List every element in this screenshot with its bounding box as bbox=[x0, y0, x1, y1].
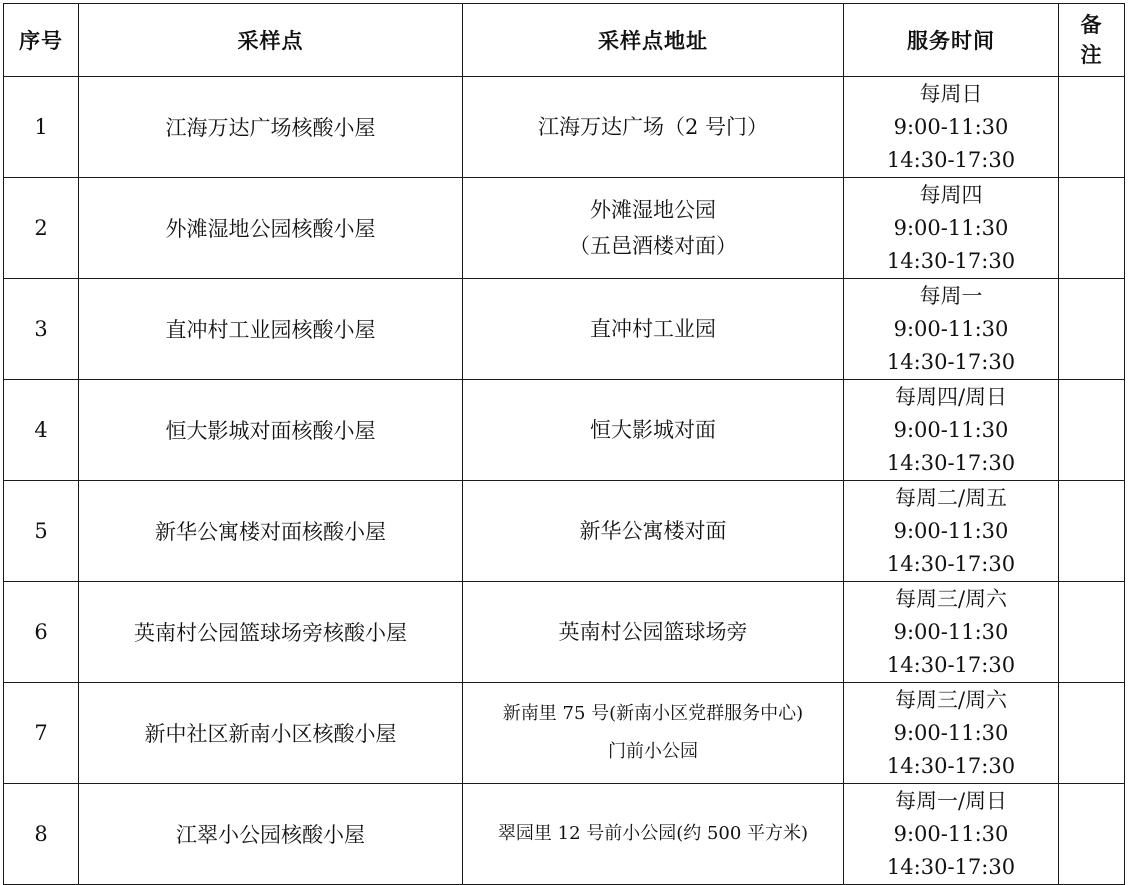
header-address: 采样点地址 bbox=[463, 4, 844, 77]
service-hours-am: 9:00-11:30 bbox=[893, 417, 1009, 442]
service-time bbox=[844, 77, 1059, 178]
table-row bbox=[4, 683, 1125, 784]
service-days: 每周日 bbox=[919, 81, 983, 106]
remark-cell bbox=[1059, 582, 1125, 683]
service-hours-am: 9:00-11:30 bbox=[893, 114, 1009, 139]
site-address bbox=[463, 582, 844, 683]
header-service-time: 服务时间 bbox=[844, 4, 1059, 77]
service-hours-am: 9:00-11:30 bbox=[893, 821, 1009, 846]
site-name: 新华公寓楼对面核酸小屋 bbox=[79, 481, 463, 582]
site-address bbox=[463, 481, 844, 582]
remark-cell bbox=[1059, 380, 1125, 481]
site-address bbox=[463, 683, 844, 784]
service-hours-pm: 14:30-17:30 bbox=[886, 652, 1016, 677]
table-row bbox=[4, 784, 1125, 885]
service-hours-pm: 14:30-17:30 bbox=[886, 450, 1016, 475]
service-time bbox=[844, 279, 1059, 380]
service-hours-pm: 14:30-17:30 bbox=[886, 753, 1016, 778]
service-time bbox=[844, 582, 1059, 683]
service-days: 每周四 bbox=[919, 182, 983, 207]
remark-cell bbox=[1059, 683, 1125, 784]
service-hours-am: 9:00-11:30 bbox=[893, 720, 1009, 745]
site-address bbox=[463, 380, 844, 481]
service-hours-pm: 14:30-17:30 bbox=[886, 248, 1016, 273]
row-number: 1 bbox=[4, 77, 79, 178]
table-row bbox=[4, 77, 1125, 178]
address-line-2: （五邑酒楼对面） bbox=[569, 234, 737, 258]
service-days: 每周二/周五 bbox=[894, 485, 1008, 510]
header-no: 序号 bbox=[4, 4, 79, 77]
table-row bbox=[4, 178, 1125, 279]
remark-cell bbox=[1059, 279, 1125, 380]
header-remark-line2: 注 bbox=[1080, 43, 1103, 67]
site-address bbox=[463, 77, 844, 178]
address-line: 江海万达广场（2 号门） bbox=[537, 115, 769, 139]
address-line: 外滩湿地公园 bbox=[590, 198, 716, 222]
row-number: 4 bbox=[4, 380, 79, 481]
header-row bbox=[4, 4, 1125, 77]
site-name: 外滩湿地公园核酸小屋 bbox=[79, 178, 463, 279]
row-number: 8 bbox=[4, 784, 79, 885]
address-line: 英南村公园篮球场旁 bbox=[558, 620, 748, 644]
table-row bbox=[4, 380, 1125, 481]
address-line: 新南里 75 号(新南小区党群服务中心) bbox=[502, 703, 804, 724]
site-name: 英南村公园篮球场旁核酸小屋 bbox=[79, 582, 463, 683]
site-name: 恒大影城对面核酸小屋 bbox=[79, 380, 463, 481]
service-hours-am: 9:00-11:30 bbox=[893, 316, 1009, 341]
site-address bbox=[463, 784, 844, 885]
service-hours-pm: 14:30-17:30 bbox=[886, 551, 1016, 576]
site-name: 新中社区新南小区核酸小屋 bbox=[79, 683, 463, 784]
header-remark bbox=[1059, 4, 1125, 77]
service-days: 每周四/周日 bbox=[894, 384, 1008, 409]
table-row bbox=[4, 279, 1125, 380]
site-address bbox=[463, 279, 844, 380]
service-hours-am: 9:00-11:30 bbox=[893, 518, 1009, 543]
service-days: 每周一 bbox=[919, 283, 983, 308]
service-time bbox=[844, 481, 1059, 582]
service-time bbox=[844, 178, 1059, 279]
remark-cell bbox=[1059, 77, 1125, 178]
address-line: 新华公寓楼对面 bbox=[579, 519, 727, 543]
row-number: 6 bbox=[4, 582, 79, 683]
remark-cell bbox=[1059, 784, 1125, 885]
row-number: 5 bbox=[4, 481, 79, 582]
service-time bbox=[844, 683, 1059, 784]
site-name: 直冲村工业园核酸小屋 bbox=[79, 279, 463, 380]
row-number: 7 bbox=[4, 683, 79, 784]
remark-cell bbox=[1059, 178, 1125, 279]
service-hours-pm: 14:30-17:30 bbox=[886, 349, 1016, 374]
address-line: 直冲村工业园 bbox=[590, 317, 716, 341]
service-days: 每周一/周日 bbox=[894, 788, 1008, 813]
header-site: 采样点 bbox=[79, 4, 463, 77]
site-name: 江翠小公园核酸小屋 bbox=[79, 784, 463, 885]
service-hours-am: 9:00-11:30 bbox=[893, 619, 1009, 644]
service-hours-pm: 14:30-17:30 bbox=[886, 854, 1016, 879]
site-address bbox=[463, 178, 844, 279]
row-number: 2 bbox=[4, 178, 79, 279]
sampling-sites-table bbox=[3, 3, 1125, 885]
site-name: 江海万达广场核酸小屋 bbox=[79, 77, 463, 178]
service-days: 每周三/周六 bbox=[894, 687, 1008, 712]
service-time bbox=[844, 380, 1059, 481]
address-line: 翠园里 12 号前小公园(约 500 平方米) bbox=[497, 823, 809, 844]
table-row bbox=[4, 582, 1125, 683]
service-hours-am: 9:00-11:30 bbox=[893, 215, 1009, 240]
header-remark-line1: 备 bbox=[1080, 13, 1103, 37]
address-line: 恒大影城对面 bbox=[590, 418, 716, 442]
service-hours-pm: 14:30-17:30 bbox=[886, 147, 1016, 172]
service-days: 每周三/周六 bbox=[894, 586, 1008, 611]
row-number: 3 bbox=[4, 279, 79, 380]
table-row bbox=[4, 481, 1125, 582]
remark-cell bbox=[1059, 481, 1125, 582]
service-time bbox=[844, 784, 1059, 885]
address-line-2: 门前小公园 bbox=[608, 741, 698, 762]
